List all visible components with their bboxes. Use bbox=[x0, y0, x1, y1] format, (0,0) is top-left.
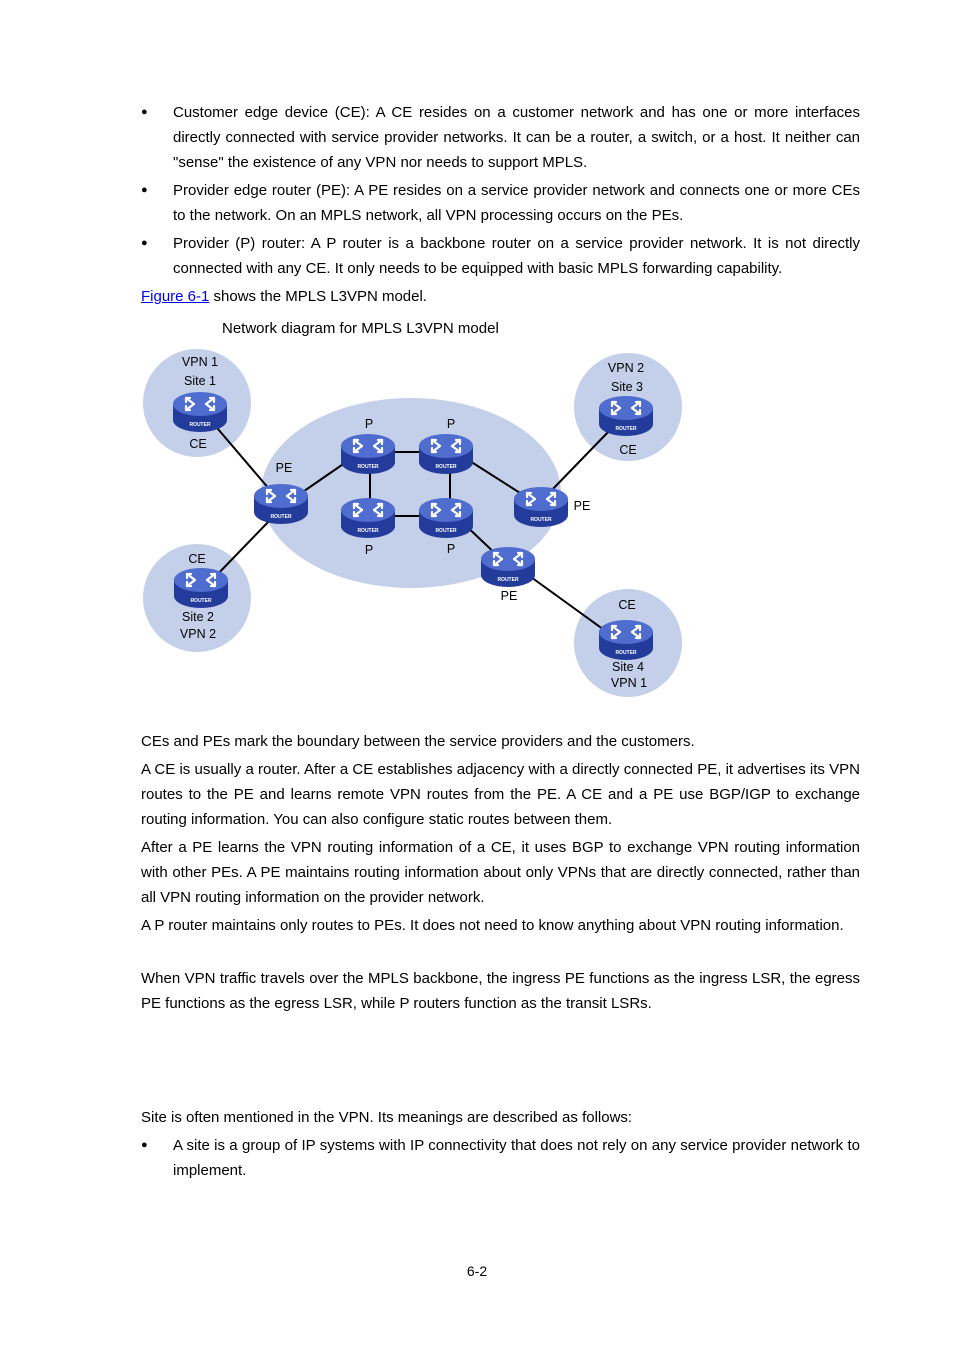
figure-caption: Network diagram for MPLS L3VPN model bbox=[222, 320, 499, 337]
router-badge-label: ROUTER bbox=[357, 528, 379, 534]
router-ce-site1 bbox=[173, 392, 227, 432]
label-pe-right: PE bbox=[573, 499, 591, 513]
bullet-text: Customer edge device (CE): A CE resides on a customer network and has one or more interfaces directly connected with service provider networks. It can be a router, a switch, or a host. It neither can "sense" the existence of any VPN nor needs to support MPLS. bbox=[173, 104, 860, 171]
router-p-top-left bbox=[341, 434, 395, 474]
page-number: 6-2 bbox=[466, 1263, 488, 1279]
paragraph-lsr-roles: When VPN traffic travels over the MPLS backbone, the ingress PE functions as the ingress LSR, the egress PE functions as the egress LSR, while P routers function as the transit LSRs. bbox=[141, 970, 860, 1012]
bullet-text: Provider (P) router: A P router is a backbone router on a service provider network. It is not directly connected with any CE. It only needs to be equipped with basic MPLS forwarding capability. bbox=[173, 235, 860, 277]
bullet-text: Provider edge router (PE): A PE resides on a service provider network and connects one or more CEs to the network. On an MPLS network, all VPN processing occurs on the PEs. bbox=[173, 182, 860, 224]
router-pe-left bbox=[254, 484, 308, 524]
bullet-text: A site is a group of IP systems with IP connectivity that does not rely on any service provider network to implement. bbox=[173, 1137, 860, 1179]
label-vpn1-site4-vpn: VPN 1 bbox=[610, 676, 648, 690]
bullet-item-site bbox=[141, 1133, 860, 1183]
router-badge-label: ROUTER bbox=[435, 528, 457, 534]
label-p-top-right: P bbox=[446, 417, 456, 431]
router-badge-label: ROUTER bbox=[270, 514, 292, 520]
paragraph-boundary: CEs and PEs mark the boundary between the service providers and the customers. bbox=[141, 733, 695, 750]
router-p-bottom-left bbox=[341, 498, 395, 538]
label-p-bottom-left: P bbox=[364, 543, 374, 557]
router-badge-label: ROUTER bbox=[615, 426, 637, 432]
router-p-bottom-right bbox=[419, 498, 473, 538]
bullet-dot: ● bbox=[141, 1139, 148, 1151]
label-vpn1-site4-site: Site 4 bbox=[612, 660, 644, 674]
paragraph-pe-description: After a PE learns the VPN routing information of a CE, it uses BGP to exchange VPN routing information with other PEs. A PE maintains routing information about only VPNs that are directly connected, rather than all VPN routing information on the provider network. bbox=[141, 839, 860, 906]
label-vpn2-site3-vpn: VPN 2 bbox=[607, 361, 645, 375]
paragraph-ce-description: A CE is usually a router. After a CE establishes adjacency with a directly connected PE, it advertises its VPN routes to the PE and learns remote VPN routes from the PE. A CE and a PE use BGP/IGP to exchange routing information. You can also configure static routes between them. bbox=[141, 761, 860, 828]
router-badge-label: ROUTER bbox=[530, 517, 552, 523]
link-pe-right-ce3 bbox=[548, 428, 612, 494]
label-vpn1-site1-ce: CE bbox=[189, 437, 207, 451]
router-pe-bottom bbox=[481, 547, 535, 587]
figure-link[interactable]: Figure 6-1 bbox=[141, 288, 210, 305]
paragraph-site-intro: Site is often mentioned in the VPN. Its meanings are described as follows: bbox=[141, 1109, 633, 1126]
label-vpn2-site2-site: Site 2 bbox=[182, 610, 214, 624]
router-badge-label: ROUTER bbox=[435, 464, 457, 470]
label-vpn1-site1-site: Site 1 bbox=[184, 374, 216, 388]
bullet-dot: ● bbox=[141, 106, 148, 118]
label-pe-bottom: PE bbox=[500, 589, 518, 603]
label-p-bottom-right: P bbox=[446, 542, 456, 556]
label-vpn1-site4-ce: CE bbox=[618, 598, 636, 612]
paragraph-p-description: A P router maintains only routes to PEs. It does not need to know anything about VPN routing information. bbox=[141, 917, 844, 934]
label-vpn2-site2-ce: CE bbox=[188, 552, 206, 566]
figure-reference-text: shows the MPLS L3VPN model. bbox=[209, 288, 427, 305]
router-badge-label: ROUTER bbox=[497, 577, 519, 583]
label-vpn2-site3-site: Site 3 bbox=[611, 380, 643, 394]
router-ce-site2 bbox=[174, 568, 228, 608]
router-ce-site4 bbox=[599, 620, 653, 660]
router-p-top-right bbox=[419, 434, 473, 474]
bullet-dot: ● bbox=[141, 184, 148, 196]
router-ce-site3 bbox=[599, 396, 653, 436]
bullet-dot: ● bbox=[141, 237, 148, 249]
label-pe-left: PE bbox=[275, 461, 293, 475]
label-p-top-left: P bbox=[364, 417, 374, 431]
router-badge-label: ROUTER bbox=[615, 650, 637, 656]
router-badge-label: ROUTER bbox=[190, 598, 212, 604]
label-vpn1-site1-vpn: VPN 1 bbox=[181, 355, 219, 369]
router-pe-right bbox=[514, 487, 568, 527]
router-badge-label: ROUTER bbox=[189, 422, 211, 428]
router-badge-label: ROUTER bbox=[357, 464, 379, 470]
label-vpn2-site3-ce: CE bbox=[619, 443, 637, 457]
label-vpn2-site2-vpn: VPN 2 bbox=[179, 627, 217, 641]
